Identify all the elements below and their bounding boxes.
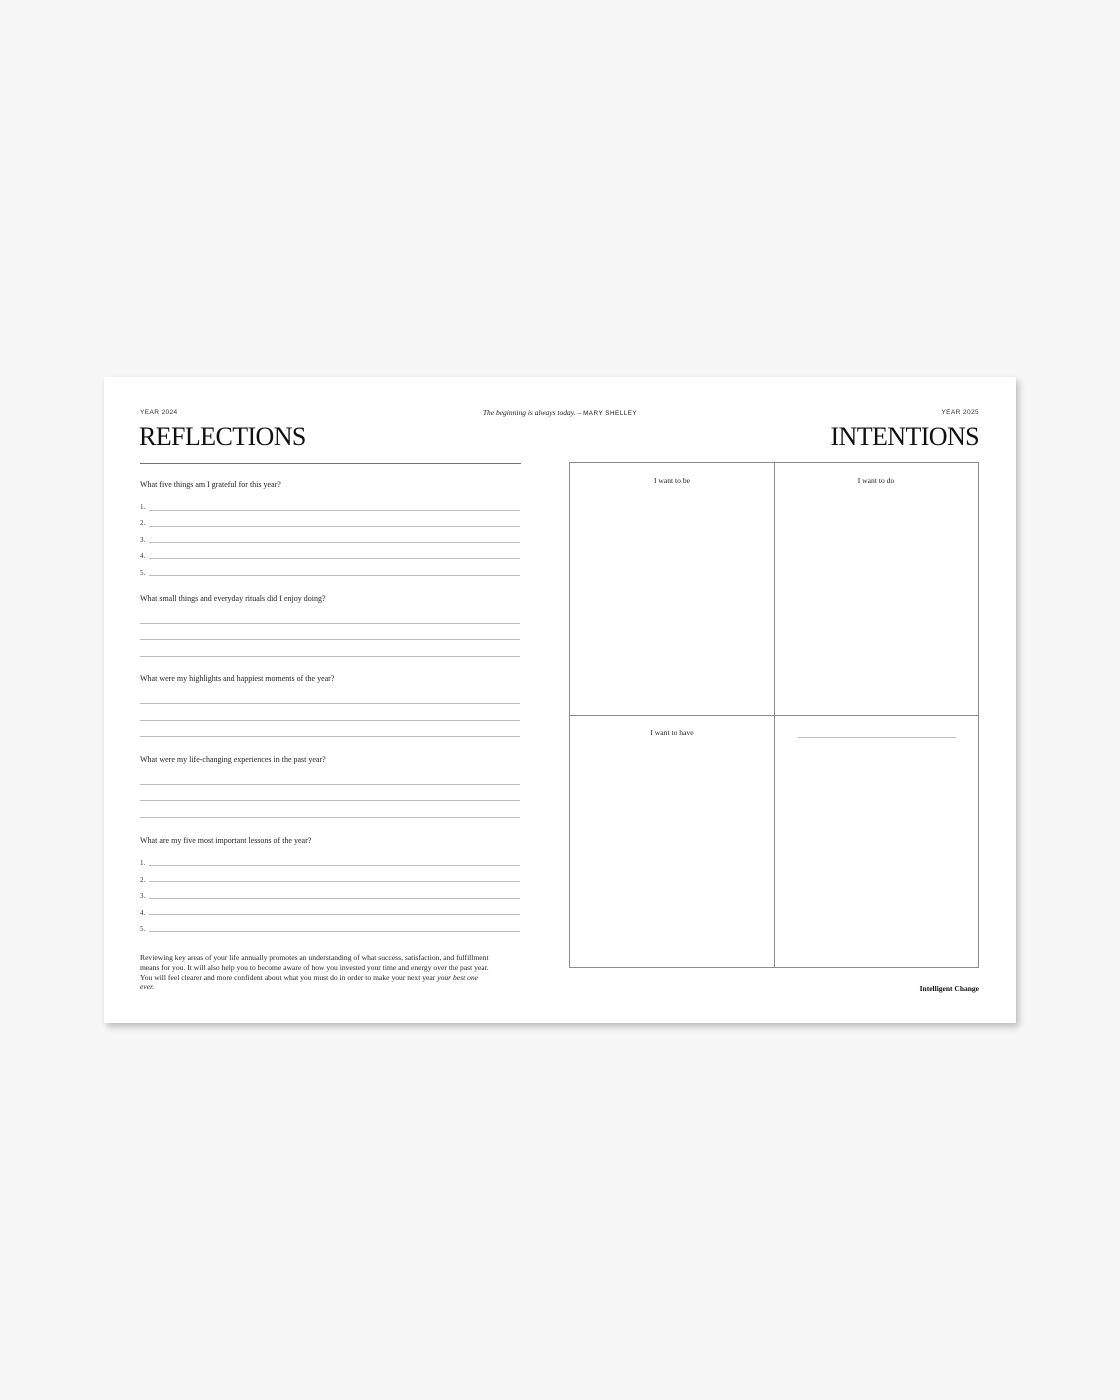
question-grateful: What five things am I grateful for this year? (140, 480, 281, 489)
answer-line[interactable] (140, 784, 520, 785)
answer-line[interactable] (140, 736, 520, 737)
paragraph-text: Reviewing key areas of your life annually promotes an understanding of what success, satisfaction, and fulfillment means for you. It will also help you to become aware of how you invested your time and energy over the past year. You will feel clearer and more confident about what you must do in order to make your next year (140, 953, 489, 982)
grid-divider-horizontal (570, 715, 978, 716)
answer-line[interactable] (140, 703, 520, 704)
quote (104, 408, 1016, 417)
list-number: 2. (140, 876, 146, 884)
list-number: 5. (140, 569, 146, 577)
year-2024-label: YEAR 2024 (140, 409, 178, 416)
answer-line[interactable] (149, 542, 520, 543)
planner-sheet (104, 377, 1016, 1023)
answer-line[interactable] (140, 656, 520, 657)
answer-line[interactable] (149, 931, 520, 932)
answer-line[interactable] (149, 898, 520, 899)
paragraph-emphasis: your best one ever. (140, 972, 479, 992)
question-highlights: What were my highlights and happiest moments of the year? (140, 674, 335, 683)
cell-label-have: I want to have (650, 728, 694, 737)
list-number: 3. (140, 536, 146, 544)
answer-line[interactable] (140, 720, 520, 721)
answer-line[interactable] (140, 623, 520, 624)
custom-label-line[interactable] (798, 737, 956, 738)
list-number: 2. (140, 519, 146, 527)
brand-name: Intelligent Change (919, 984, 979, 993)
year-2025-label: YEAR 2025 (941, 409, 979, 416)
question-rituals: What small things and everyday rituals did I enjoy doing? (140, 594, 326, 603)
cell-label-do: I want to do (857, 476, 895, 485)
reflections-title: REFLECTIONS (139, 422, 306, 451)
cell-label-be: I want to be (653, 476, 691, 485)
list-number: 4. (140, 909, 146, 917)
list-number: 3. (140, 892, 146, 900)
intro-paragraph (140, 953, 492, 992)
answer-line[interactable] (140, 800, 520, 801)
intentions-grid (569, 462, 979, 968)
list-number: 1. (140, 859, 146, 867)
list-number: 5. (140, 925, 146, 933)
answer-line[interactable] (149, 558, 520, 559)
answer-line[interactable] (149, 881, 520, 882)
intentions-title: INTENTIONS (830, 422, 979, 451)
list-number: 4. (140, 552, 146, 560)
quote-dash: – (575, 408, 584, 417)
question-life-changing: What were my life-changing experiences in the past year? (140, 755, 326, 764)
question-lessons: What are my five most important lessons of the year? (140, 836, 312, 845)
answer-line[interactable] (149, 914, 520, 915)
quote-author: MARY SHELLEY (583, 410, 638, 417)
answer-line[interactable] (149, 526, 520, 527)
answer-line[interactable] (149, 865, 520, 866)
reflections-divider (140, 463, 521, 464)
list-number: 1. (140, 503, 146, 511)
quote-text: The beginning is always today. (482, 408, 576, 417)
answer-line[interactable] (140, 817, 520, 818)
answer-line[interactable] (140, 639, 520, 640)
answer-line[interactable] (149, 510, 520, 511)
answer-line[interactable] (149, 575, 520, 576)
